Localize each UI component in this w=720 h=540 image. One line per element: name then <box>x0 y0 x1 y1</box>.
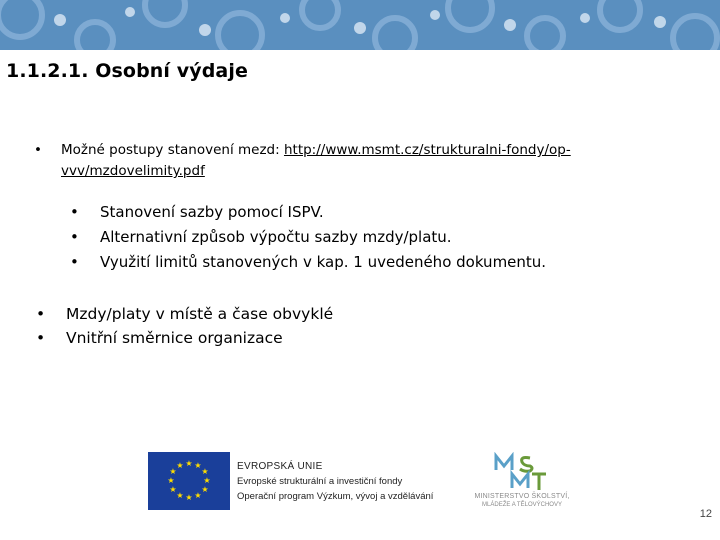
header-banner <box>0 0 720 50</box>
msmt-wage-limits-link[interactable]: http://www.msmt.cz/strukturalni-fondy/op-vvv/mzdovelimity.pdf <box>61 142 571 179</box>
msmt-text <box>472 492 572 510</box>
svg-text:★: ★ <box>169 467 177 476</box>
msmt-line-1: MINISTERSTVO ŠKOLSTVÍ, <box>474 493 570 500</box>
eu-line-2: Evropské strukturální a investiční fondy <box>237 476 403 487</box>
bullet-marker: • <box>70 228 79 246</box>
svg-text:★: ★ <box>169 485 177 494</box>
main-item-usual-wages <box>36 305 333 323</box>
page-number: 12 <box>699 508 712 520</box>
main-item-text: Mzdy/platy v místě a čase obvyklé <box>66 305 334 323</box>
slide-title: 1.1.2.1. Osobní výdaje <box>6 60 248 82</box>
svg-text:★: ★ <box>201 467 209 476</box>
eu-flag-logo <box>148 452 230 510</box>
svg-text:★: ★ <box>185 493 193 502</box>
sub-item-text: Alternativní způsob výpočtu sazby mzdy/platu. <box>100 228 452 246</box>
eu-line-3: Operační program Výzkum, vývoj a vzdělávání <box>237 491 434 502</box>
sub-item-text: Využití limitů stanovených v kap. 1 uvedeného dokumentu. <box>100 253 547 271</box>
bullet-text: Možné postupy stanovení mezd: <box>61 142 284 158</box>
sub-item-alternative <box>70 228 452 246</box>
msmt-line-2: MLÁDEŽE A TĚLOVÝCHOVY <box>482 502 562 508</box>
bullet-marker: • <box>36 305 46 323</box>
svg-text:★: ★ <box>201 485 209 494</box>
sub-item-limits <box>70 253 546 271</box>
eu-stars-icon <box>148 452 230 510</box>
sub-item-text: Stanovení sazby pomocí ISPV. <box>100 203 324 221</box>
bullet-marker: • <box>70 253 79 271</box>
eu-funds-text <box>237 459 433 504</box>
bullet-marker: • <box>34 142 42 158</box>
svg-text:★: ★ <box>194 491 202 500</box>
svg-text:★: ★ <box>176 491 184 500</box>
svg-text:★: ★ <box>176 461 184 470</box>
msmt-logo-icon <box>490 452 550 492</box>
banner-pattern <box>0 0 720 50</box>
sub-item-ispv <box>70 203 324 221</box>
bullet-wage-methods <box>34 140 594 182</box>
svg-text:★: ★ <box>203 476 211 485</box>
svg-text:★: ★ <box>167 476 175 485</box>
main-item-internal-directive <box>36 329 283 347</box>
eu-line-1: EVROPSKÁ UNIE <box>237 461 323 472</box>
svg-text:★: ★ <box>194 461 202 470</box>
bullet-marker: • <box>36 329 46 347</box>
main-item-text: Vnitřní směrnice organizace <box>66 329 283 347</box>
bullet-marker: • <box>70 203 79 221</box>
svg-text:★: ★ <box>185 459 193 468</box>
